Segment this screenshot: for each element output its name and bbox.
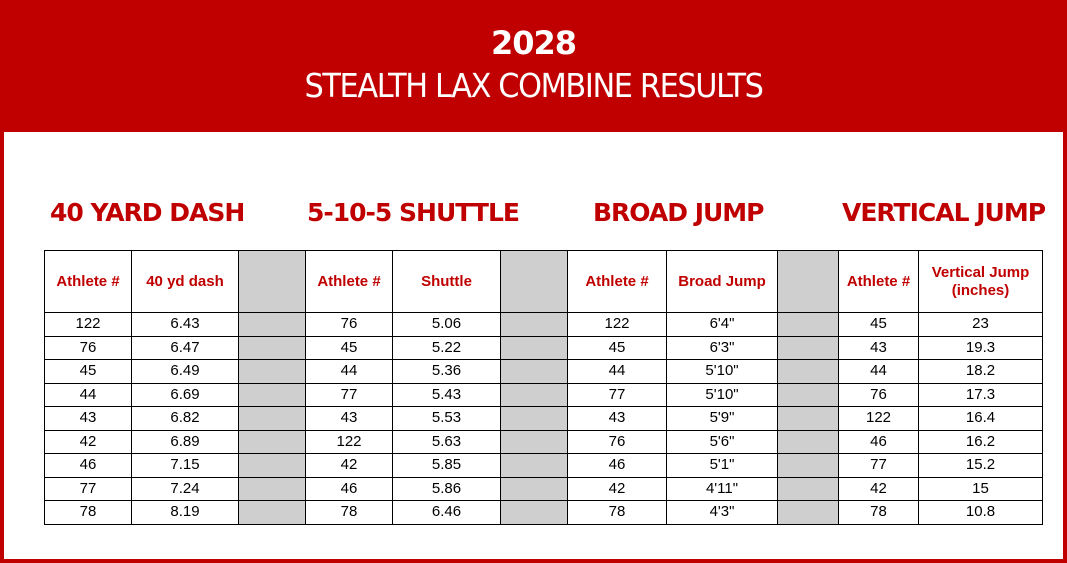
broad-jump-athlete-cell: 76 <box>568 430 667 454</box>
vertical-jump-athlete-cell: 42 <box>839 477 919 501</box>
gap-cell <box>239 501 306 525</box>
table-row <box>45 407 1043 431</box>
vertical-jump-value-cell: 15.2 <box>919 454 1043 478</box>
vertical-jump-athlete-cell: 78 <box>839 501 919 525</box>
results-body <box>45 313 1043 525</box>
vertical-jump-athlete-cell: 122 <box>839 407 919 431</box>
table-row <box>45 477 1043 501</box>
broad-jump-value-cell: 5'10" <box>667 383 778 407</box>
vertical-jump-athlete-cell: 76 <box>839 383 919 407</box>
section-title-vertical-jump: VERTICAL JUMP <box>842 198 1046 227</box>
dash-athlete-cell: 76 <box>45 336 132 360</box>
shuttle-athlete-cell: 46 <box>306 477 393 501</box>
table-row <box>45 360 1043 384</box>
vertical-jump-athlete-cell: 45 <box>839 313 919 337</box>
gap-cell <box>501 501 568 525</box>
column-header-broad-jump: Broad Jump <box>667 251 778 313</box>
shuttle-value-cell: 5.36 <box>393 360 501 384</box>
gap-cell <box>239 407 306 431</box>
gap-cell <box>501 360 568 384</box>
vertical-jump-athlete-cell: 43 <box>839 336 919 360</box>
broad-jump-value-cell: 6'3" <box>667 336 778 360</box>
dash-athlete-cell: 45 <box>45 360 132 384</box>
vertical-jump-value-cell: 15 <box>919 477 1043 501</box>
broad-jump-athlete-cell: 42 <box>568 477 667 501</box>
table-row <box>45 430 1043 454</box>
broad-jump-value-cell: 6'4" <box>667 313 778 337</box>
shuttle-value-cell: 5.22 <box>393 336 501 360</box>
header-row <box>45 251 1043 313</box>
vertical-jump-value-cell: 23 <box>919 313 1043 337</box>
vertical-jump-value-cell: 19.3 <box>919 336 1043 360</box>
column-header-shuttle: Shuttle <box>393 251 501 313</box>
shuttle-value-cell: 5.86 <box>393 477 501 501</box>
gap-column <box>778 251 839 313</box>
shuttle-value-cell: 5.43 <box>393 383 501 407</box>
column-header-athlete: Athlete # <box>839 251 919 313</box>
vertical-jump-athlete-cell: 44 <box>839 360 919 384</box>
section-title-40-yard-dash: 40 YARD DASH <box>50 198 245 227</box>
gap-cell <box>239 336 306 360</box>
dash-value-cell: 6.89 <box>132 430 239 454</box>
gap-cell <box>778 501 839 525</box>
gap-cell <box>239 383 306 407</box>
gap-cell <box>239 313 306 337</box>
shuttle-value-cell: 5.85 <box>393 454 501 478</box>
gap-column <box>239 251 306 313</box>
dash-athlete-cell: 77 <box>45 477 132 501</box>
dash-value-cell: 6.69 <box>132 383 239 407</box>
dash-value-cell: 7.24 <box>132 477 239 501</box>
gap-cell <box>778 383 839 407</box>
broad-jump-value-cell: 5'1" <box>667 454 778 478</box>
dash-athlete-cell: 46 <box>45 454 132 478</box>
shuttle-athlete-cell: 43 <box>306 407 393 431</box>
gap-cell <box>501 477 568 501</box>
gap-cell <box>501 383 568 407</box>
year-heading: 2028 <box>490 24 577 62</box>
column-header-athlete: Athlete # <box>45 251 132 313</box>
broad-jump-value-cell: 5'6" <box>667 430 778 454</box>
broad-jump-athlete-cell: 78 <box>568 501 667 525</box>
gap-cell <box>239 454 306 478</box>
gap-cell <box>778 407 839 431</box>
dash-athlete-cell: 44 <box>45 383 132 407</box>
vertical-jump-athlete-cell: 77 <box>839 454 919 478</box>
gap-cell <box>778 430 839 454</box>
broad-jump-athlete-cell: 45 <box>568 336 667 360</box>
vertical-jump-value-cell: 17.3 <box>919 383 1043 407</box>
gap-cell <box>778 360 839 384</box>
broad-jump-value-cell: 4'3" <box>667 501 778 525</box>
shuttle-athlete-cell: 78 <box>306 501 393 525</box>
shuttle-value-cell: 5.53 <box>393 407 501 431</box>
table-row <box>45 454 1043 478</box>
shuttle-athlete-cell: 44 <box>306 360 393 384</box>
vertical-jump-value-cell: 16.2 <box>919 430 1043 454</box>
shuttle-value-cell: 5.06 <box>393 313 501 337</box>
shuttle-value-cell: 5.63 <box>393 430 501 454</box>
gap-cell <box>239 360 306 384</box>
page-title: STEALTH LAX COMBINE RESULTS <box>304 66 763 105</box>
shuttle-athlete-cell: 42 <box>306 454 393 478</box>
dash-value-cell: 6.43 <box>132 313 239 337</box>
dash-athlete-cell: 78 <box>45 501 132 525</box>
dash-athlete-cell: 43 <box>45 407 132 431</box>
gap-cell <box>778 477 839 501</box>
broad-jump-value-cell: 5'9" <box>667 407 778 431</box>
table-row <box>45 336 1043 360</box>
dash-athlete-cell: 122 <box>45 313 132 337</box>
column-header-40-yd-dash: 40 yd dash <box>132 251 239 313</box>
gap-cell <box>501 407 568 431</box>
shuttle-athlete-cell: 45 <box>306 336 393 360</box>
column-header-athlete: Athlete # <box>306 251 393 313</box>
vertical-jump-value-cell: 10.8 <box>919 501 1043 525</box>
gap-cell <box>778 313 839 337</box>
gap-cell <box>501 336 568 360</box>
table-row <box>45 501 1043 525</box>
gap-cell <box>501 430 568 454</box>
dash-value-cell: 6.47 <box>132 336 239 360</box>
column-header-vertical-jump: Vertical Jump (inches) <box>919 251 1043 313</box>
broad-jump-athlete-cell: 122 <box>568 313 667 337</box>
gap-cell <box>239 477 306 501</box>
shuttle-athlete-cell: 122 <box>306 430 393 454</box>
vertical-jump-value-cell: 16.4 <box>919 407 1043 431</box>
broad-jump-value-cell: 4'11" <box>667 477 778 501</box>
gap-cell <box>501 454 568 478</box>
gap-cell <box>501 313 568 337</box>
dash-value-cell: 8.19 <box>132 501 239 525</box>
gap-cell <box>239 430 306 454</box>
gap-column <box>501 251 568 313</box>
broad-jump-athlete-cell: 46 <box>568 454 667 478</box>
broad-jump-athlete-cell: 77 <box>568 383 667 407</box>
table-row <box>45 313 1043 337</box>
broad-jump-athlete-cell: 44 <box>568 360 667 384</box>
dash-value-cell: 7.15 <box>132 454 239 478</box>
broad-jump-value-cell: 5'10" <box>667 360 778 384</box>
gap-cell <box>778 454 839 478</box>
column-header-athlete: Athlete # <box>568 251 667 313</box>
shuttle-athlete-cell: 76 <box>306 313 393 337</box>
dash-value-cell: 6.82 <box>132 407 239 431</box>
dash-athlete-cell: 42 <box>45 430 132 454</box>
broad-jump-athlete-cell: 43 <box>568 407 667 431</box>
gap-cell <box>778 336 839 360</box>
vertical-jump-athlete-cell: 46 <box>839 430 919 454</box>
section-title-broad-jump: BROAD JUMP <box>593 198 764 227</box>
shuttle-value-cell: 6.46 <box>393 501 501 525</box>
header-banner <box>0 0 1067 132</box>
shuttle-athlete-cell: 77 <box>306 383 393 407</box>
dash-value-cell: 6.49 <box>132 360 239 384</box>
section-title-shuttle: 5-10-5 SHUTTLE <box>307 198 519 227</box>
vertical-jump-value-cell: 18.2 <box>919 360 1043 384</box>
table-row <box>45 383 1043 407</box>
results-table <box>44 250 1043 525</box>
